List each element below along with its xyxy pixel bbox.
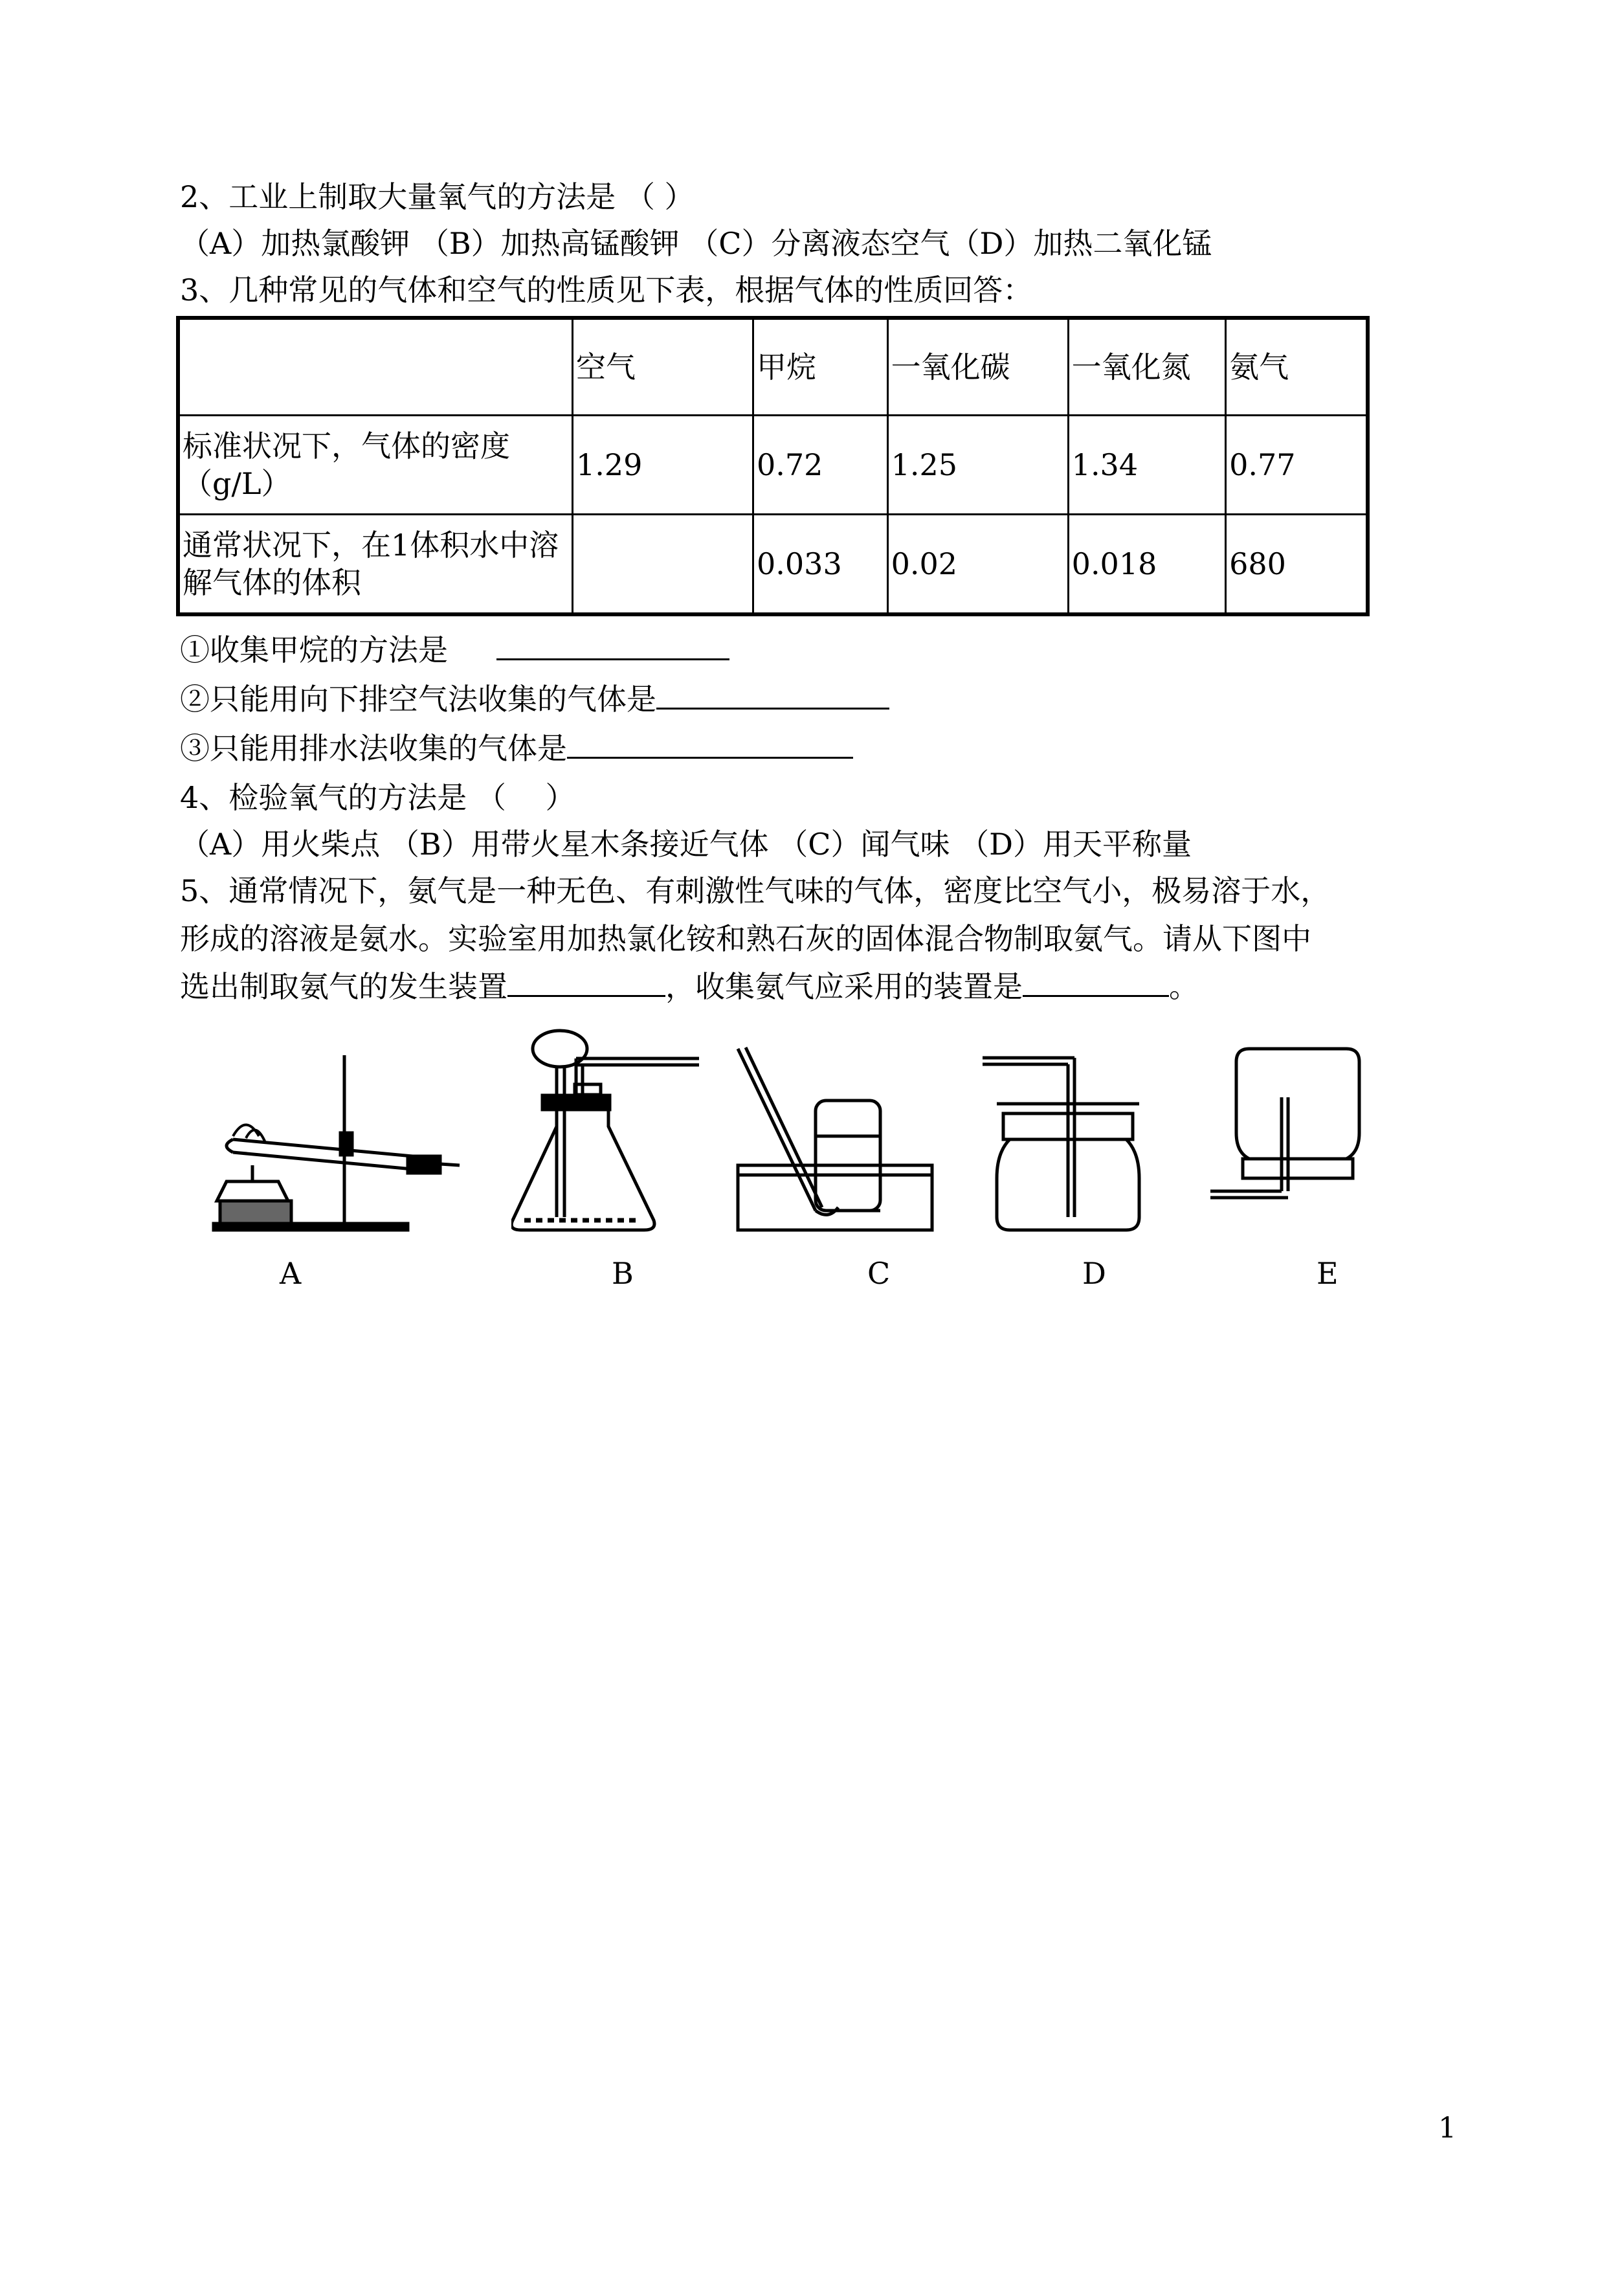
q3-sub1	[180, 627, 729, 673]
table-cell: 0.033	[753, 515, 888, 615]
table-header-cell: 一氧化碳	[887, 318, 1068, 416]
q3-sub2	[180, 676, 889, 722]
q3-sub2-text: ②只能用向下排空气法收集的气体是	[180, 682, 656, 717]
q2-stem: 2、工业上制取大量氧气的方法是 （ ）	[180, 179, 695, 214]
q3-sub1-text: ①收集甲烷的方法是	[180, 632, 448, 667]
figure-label-c: C	[867, 1256, 891, 1291]
q3-stem: 3、几种常见的气体和空气的性质见下表，根据气体的性质回答：	[180, 273, 1033, 308]
q5-line3-text-c: 。	[1169, 969, 1199, 1004]
figure-label-d: D	[1082, 1256, 1106, 1291]
figure-label-b: B	[612, 1256, 634, 1291]
generator-answer-blank[interactable]	[507, 969, 665, 997]
table-cell: 1.25	[887, 416, 1068, 515]
apparatus-e-downward-air-bottle	[1210, 1023, 1379, 1236]
apparatus-d-upward-air-bottle	[971, 1023, 1152, 1236]
apparatus-b-flask-funnel	[511, 1023, 706, 1236]
q2-options: （A）加热氯酸钾 （B）加热高锰酸钾 （C）分离液态空气（D）加热二氧化锰	[180, 226, 1212, 261]
q5-line3-text-a: 选出制取氨气的发生装置	[180, 969, 507, 1004]
figure-label-e: E	[1317, 1256, 1339, 1291]
answer-blank[interactable]	[496, 632, 729, 660]
table-header-cell: 空气	[573, 318, 753, 416]
table-row-label: 标准状况下，气体的密度（g/L）	[178, 416, 573, 515]
apparatus-a-heating-tube	[194, 1023, 466, 1236]
table-cell: 1.34	[1068, 416, 1225, 515]
table-header-row	[178, 318, 1368, 416]
q5-line1: 5、通常情况下，氨气是一种无色、有刺激性气味的气体，密度比空气小，极易溶于水，	[180, 873, 1331, 908]
table-cell: 0.72	[753, 416, 888, 515]
table-header-cell: 甲烷	[753, 318, 888, 416]
table-row	[178, 515, 1368, 615]
answer-blank[interactable]	[656, 682, 889, 710]
table-cell: 680	[1226, 515, 1368, 615]
table-cell: 0.77	[1226, 416, 1368, 515]
apparatus-c-water-displacement	[725, 1023, 945, 1236]
q4-stem: 4、检验氧气的方法是 （ ）	[180, 780, 575, 815]
answer-blank[interactable]	[567, 731, 853, 759]
gas-properties-table	[176, 316, 1370, 616]
q5-line3	[180, 963, 1199, 1010]
table-cell: 1.29	[573, 416, 753, 515]
q4-options: （A）用火柴点 （B）用带火星木条接近气体 （C）闻气味 （D）用天平称量	[180, 827, 1192, 862]
table-header-cell: 氨气	[1226, 318, 1368, 416]
q3-sub3-text: ③只能用排水法收集的气体是	[180, 731, 567, 766]
table-cell: 0.02	[887, 515, 1068, 615]
table-header-cell	[178, 318, 573, 416]
table-cell: 0.018	[1068, 515, 1225, 615]
q5-line3-text-b: ，收集氨气应采用的装置是	[665, 969, 1023, 1004]
table-row-label: 通常状况下，在1体积水中溶解气体的体积	[178, 515, 573, 615]
figure-label-a: A	[280, 1256, 302, 1291]
collector-answer-blank[interactable]	[1023, 969, 1169, 997]
table-row	[178, 416, 1368, 515]
q5-line2: 形成的溶液是氨水。实验室用加热氯化铵和熟石灰的固体混合物制取氨气。请从下图中	[180, 921, 1311, 956]
table-cell	[573, 515, 753, 615]
page-number: 1	[1438, 2112, 1456, 2145]
q3-sub3	[180, 725, 853, 772]
table-header-cell: 一氧化氮	[1068, 318, 1225, 416]
